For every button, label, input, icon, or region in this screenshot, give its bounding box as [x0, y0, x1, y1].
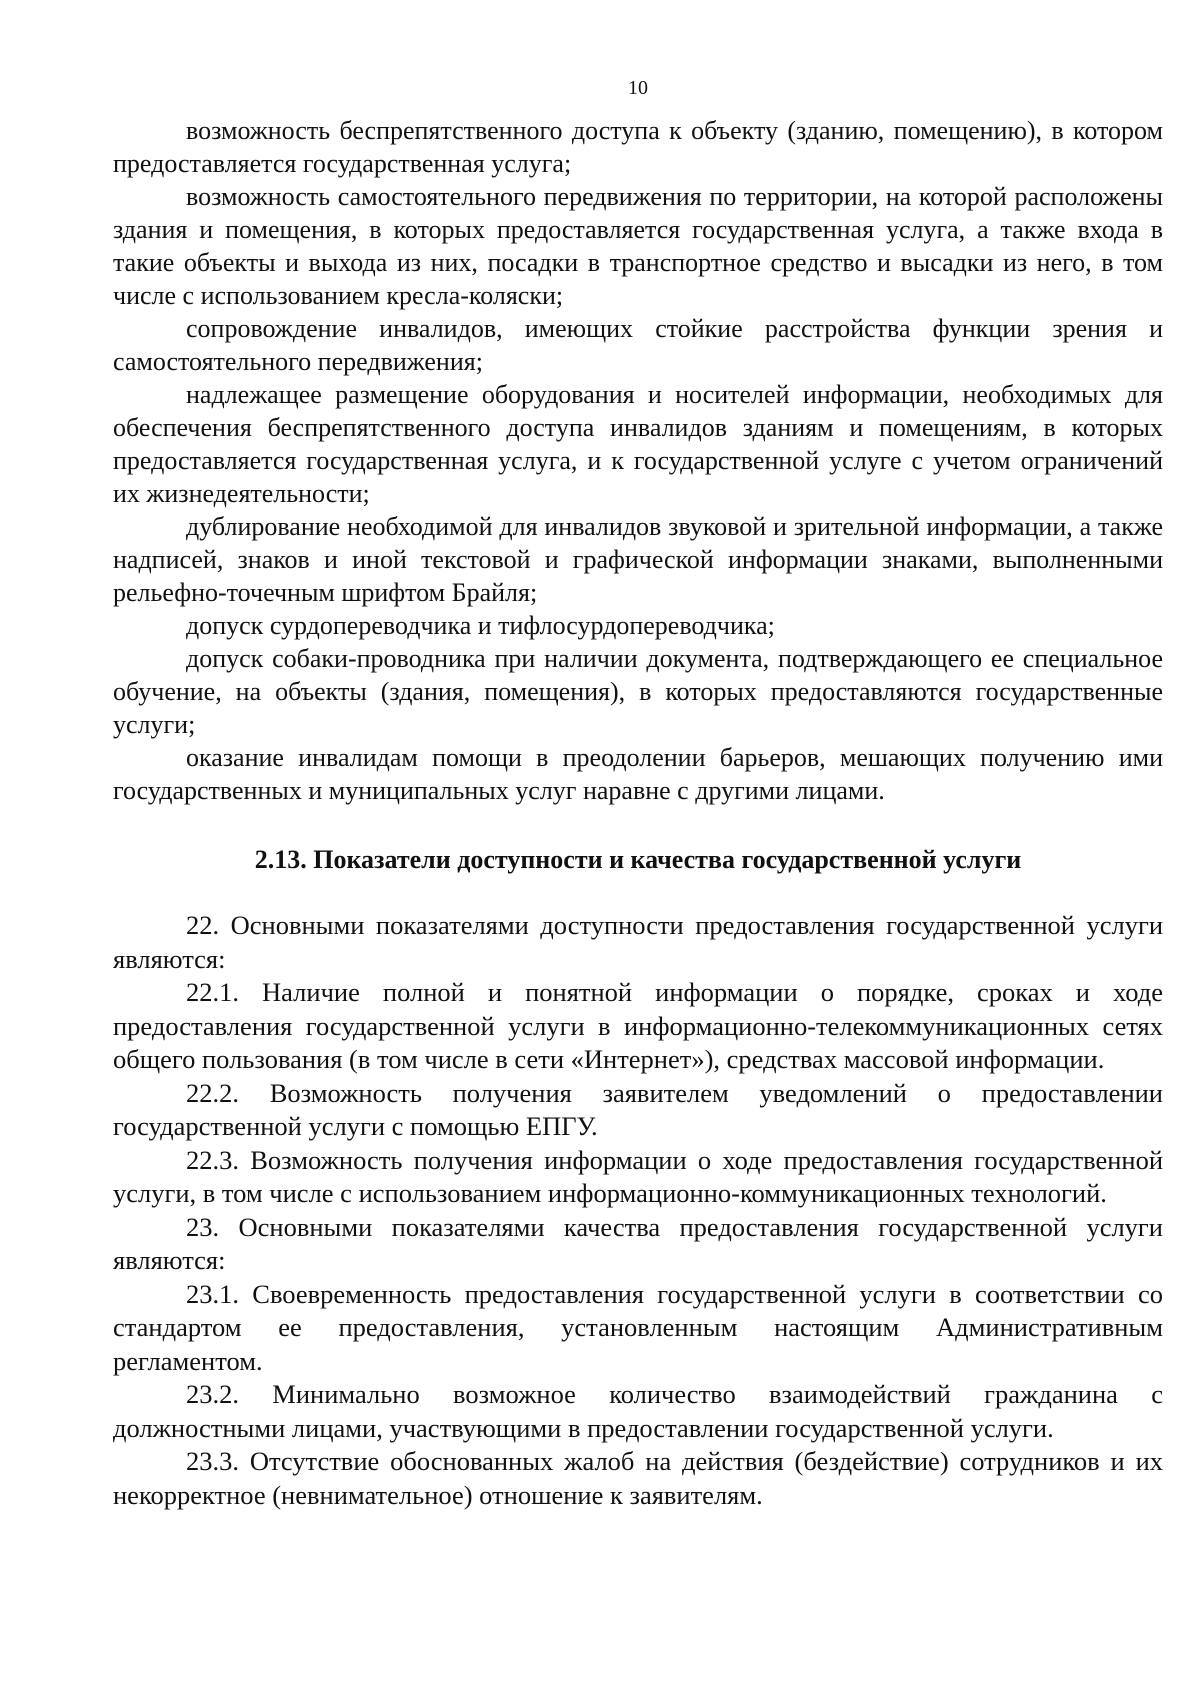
paragraph: допуск собаки-проводника при наличии документа, подтверждающего ее специальное обучение, на объекты (здания, помещения), в которых предоставляются государственные услуги; [113, 644, 1163, 739]
paragraph: 22.3. Возможность получения информации о ходе предоставления государственной услуги, в том числе с использованием информационно-коммуникационных технологий. [113, 1144, 1163, 1208]
paragraph: 23. Основными показателями качества предоставления государственной услуги являются: [113, 1211, 1163, 1275]
paragraph: 23.2. Минимально возможное количество взаимодействий гражданина с должностными лицами, участвующими в предоставлении государственной услуги. [113, 1379, 1163, 1443]
accessibility-list [113, 114, 1163, 807]
paragraph: возможность беспрепятственного доступа к объекту (зданию, помещению), в котором предоставляется государственная услуга; [113, 116, 1163, 178]
indicators-list [113, 909, 1163, 1512]
paragraph: сопровождение инвалидов, имеющих стойкие расстройства функции зрения и самостоятельного передвижения; [113, 314, 1163, 376]
paragraph: 23.3. Отсутствие обоснованных жалоб на действия (бездействие) сотрудников и их некорректное (невнимательное) отношение к заявителям. [113, 1446, 1163, 1510]
paragraph: допуск сурдопереводчика и тифлосурдопереводчика; [186, 611, 775, 640]
section-heading: 2.13. Показатели доступности и качества государственной услуги [254, 845, 1022, 874]
paragraph: 22.1. Наличие полной и понятной информации о порядке, сроках и ходе предоставления государственной услуги в информационно-телекоммуникационных сетях общего пользования (в том числе в сети «Интернет»), средствах массовой информации. [113, 977, 1163, 1074]
page-number: 10 [628, 77, 648, 99]
paragraph: 22. Основными показателями доступности предоставления государственной услуги являются: [113, 910, 1163, 974]
paragraph: 22.2. Возможность получения заявителем уведомлений о предоставлении государственной услуги с помощью ЕПГУ. [113, 1077, 1163, 1141]
paragraph: возможность самостоятельного передвижения по территории, на которой расположены здания и помещения, в которых предоставляется государственная услуга, а также входа в такие объекты и выхода из них, посадки в транспортное средство и высадки из него, в том числе с использованием кресла-коляски; [113, 182, 1163, 310]
paragraph: дублирование необходимой для инвалидов звуковой и зрительной информации, а также надписей, знаков и иной текстовой и графической информации знаками, выполненными рельефно-точечным шрифтом Брайля; [113, 512, 1163, 607]
paragraph: 23.1. Своевременность предоставления государственной услуги в соответствии со стандартом ее предоставления, установленным настоящим Административным регламентом. [113, 1278, 1163, 1376]
paragraph: надлежащее размещение оборудования и носителей информации, необходимых для обеспечения беспрепятственного доступа инвалидов зданиям и помещениям, в которых предоставляется государственная услуга, и к государственной услуге с учетом ограничений их жизнедеятельности; [113, 380, 1163, 508]
paragraph: оказание инвалидам помощи в преодолении барьеров, мешающих получению ими государственных и муниципальных услуг наравне с другими лицами. [113, 743, 1163, 805]
